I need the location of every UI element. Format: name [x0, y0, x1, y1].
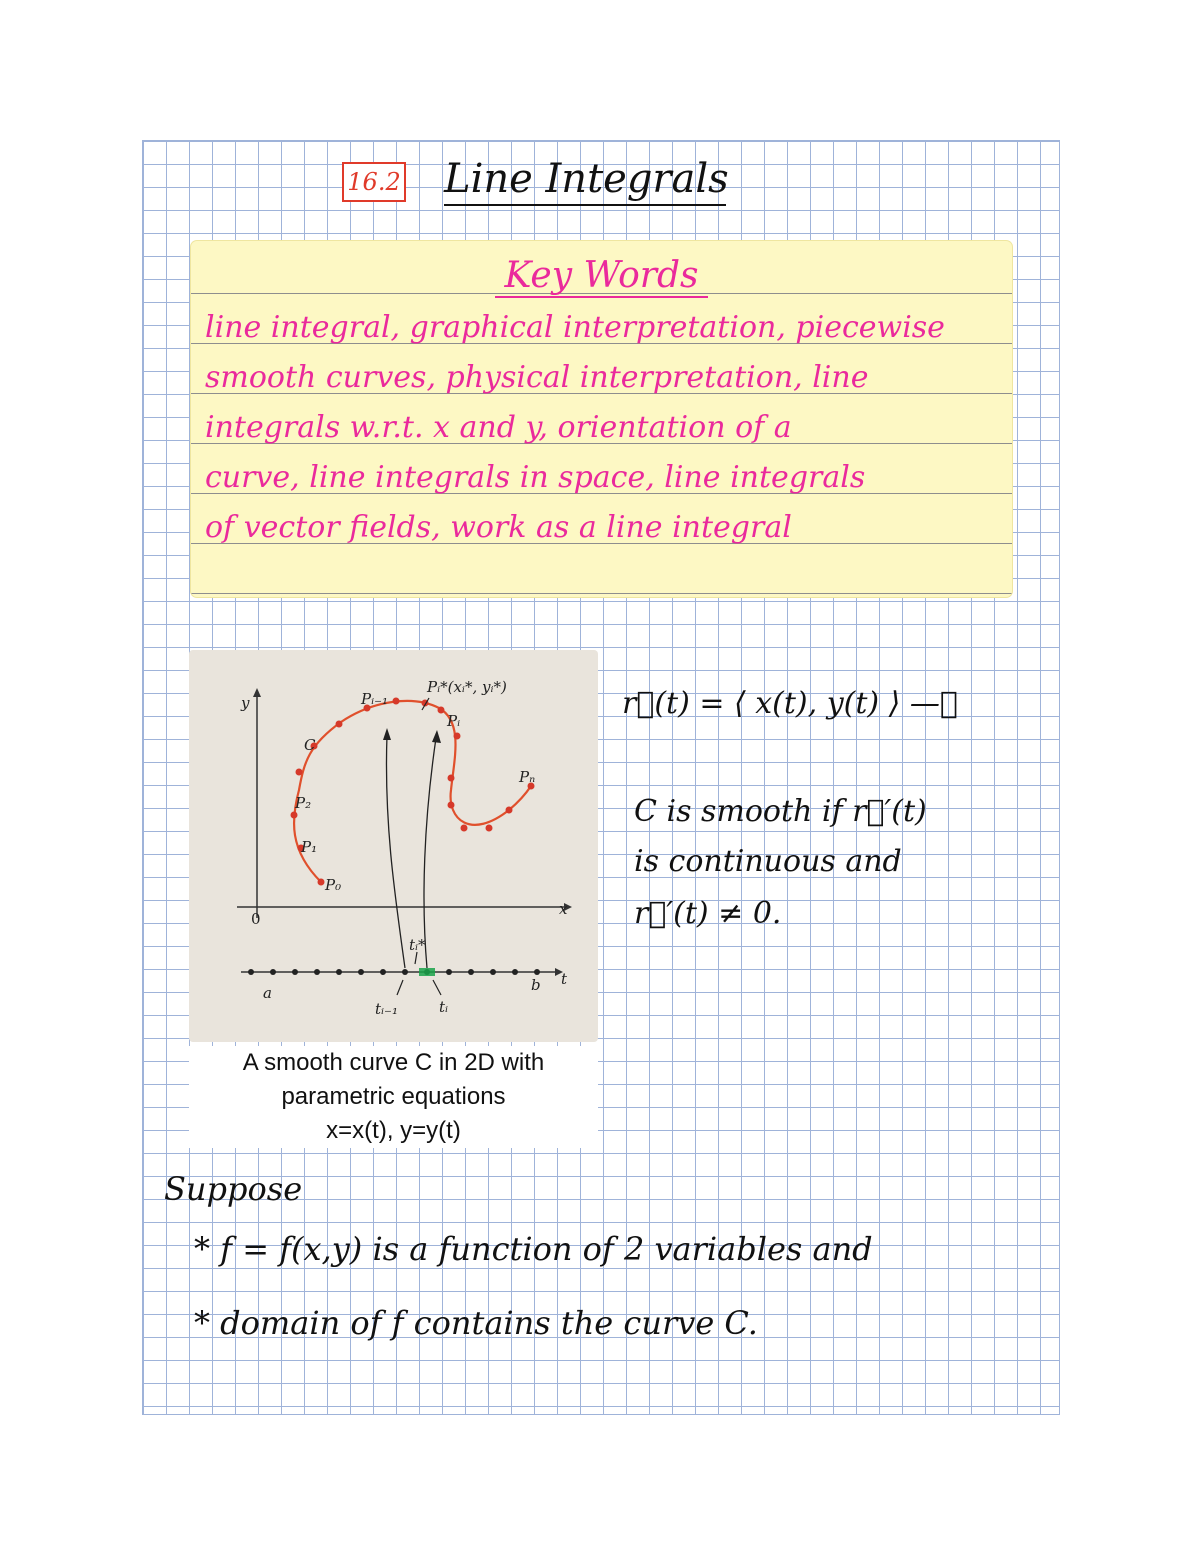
mapping-arrowhead-2: [432, 730, 441, 743]
t-point: [380, 969, 386, 975]
p2-label: P₂: [295, 794, 312, 812]
ti-1-label: tᵢ₋₁: [375, 1000, 398, 1018]
highlight-interval: [419, 968, 435, 976]
curve-point: [486, 825, 493, 832]
caption-line: A smooth curve C in 2D with: [242, 1049, 545, 1076]
figure-caption: [189, 1046, 598, 1148]
curve-point: [461, 825, 468, 832]
suppose-heading: Suppose: [164, 1170, 303, 1208]
b-label: b: [531, 976, 541, 994]
curve-point: [506, 807, 513, 814]
p0-label: P₀: [325, 876, 342, 894]
smooth-definition-line: is continuous and: [634, 844, 902, 879]
origin-label: 0: [251, 910, 261, 928]
key-words-line: integrals w.r.t. x and y, orientation of a: [205, 410, 792, 445]
t-point: [490, 969, 496, 975]
key-words-line: of vector fields, work as a line integral: [205, 510, 792, 545]
p1-label: P₁: [301, 838, 318, 856]
suppose-item: * f = f(x,y) is a function of 2 variables and: [194, 1230, 873, 1268]
ti-pointer: [433, 980, 441, 995]
t-point: [314, 969, 320, 975]
x-axis-label: x: [559, 900, 568, 918]
curve-point: [291, 812, 298, 819]
pn-label: Pₙ: [519, 768, 536, 786]
t-point: [292, 969, 298, 975]
caption-line: parametric equations: [281, 1083, 506, 1110]
mapping-arrow-1: [386, 735, 405, 968]
mapping-arrowhead-1: [383, 728, 391, 740]
curve-point: [448, 802, 455, 809]
curve-point: [318, 879, 325, 886]
tstar-label: tᵢ*: [409, 936, 426, 954]
key-words-body: [205, 303, 1005, 553]
key-words-line: smooth curves, physical interpretation, line: [205, 360, 869, 395]
curve-figure: [189, 650, 598, 1042]
t-axis-label: t: [561, 970, 568, 988]
curve-label: C: [304, 736, 316, 754]
t-point: [248, 969, 254, 975]
t-point: [402, 969, 408, 975]
ti-label: tᵢ: [439, 998, 449, 1016]
curve-figure-photo: [189, 650, 598, 1042]
t-point: [270, 969, 276, 975]
vector-function-equation: r⃗(t) = ⟨ x(t), y(t) ⟩ —①: [622, 686, 958, 721]
caption-line: x=x(t), y=y(t): [326, 1117, 461, 1144]
title-text: Line Integrals: [444, 156, 729, 202]
t-point: [336, 969, 342, 975]
key-words-note: [191, 241, 1012, 597]
smooth-definition-line: r⃗′(t) ≠ 0.: [634, 896, 782, 931]
smooth-definition-line: C is smooth if r⃗′(t): [634, 794, 927, 829]
a-label: a: [263, 984, 272, 1002]
key-words-heading: Key Words: [191, 255, 1012, 296]
pi-1-label: Pᵢ₋₁: [361, 690, 389, 708]
curve-c: [294, 701, 531, 882]
curve-point: [393, 698, 400, 705]
t-point: [446, 969, 452, 975]
curve-point: [296, 769, 303, 776]
key-words-line: line integral, graphical interpretation, piecewise: [205, 310, 945, 345]
t-point: [512, 969, 518, 975]
section-number-box: 16.2: [342, 162, 406, 202]
mapping-arrow-2: [424, 738, 436, 968]
y-axis-arrow: [253, 688, 261, 697]
curve-point: [438, 707, 445, 714]
t-point: [468, 969, 474, 975]
curve-point: [454, 733, 461, 740]
t-point: [358, 969, 364, 975]
curve-point: [448, 775, 455, 782]
key-words-line: curve, line integrals in space, line integrals: [205, 460, 866, 495]
curve-point: [336, 721, 343, 728]
title-underline: [444, 204, 726, 206]
pstar-label: Pᵢ*(xᵢ*, yᵢ*): [427, 678, 507, 696]
y-axis-label: y: [241, 694, 250, 712]
pi-label: Pᵢ: [447, 712, 461, 730]
suppose-item: * domain of f contains the curve C.: [194, 1304, 758, 1342]
ti-1-pointer: [397, 980, 403, 995]
t-point: [534, 969, 540, 975]
